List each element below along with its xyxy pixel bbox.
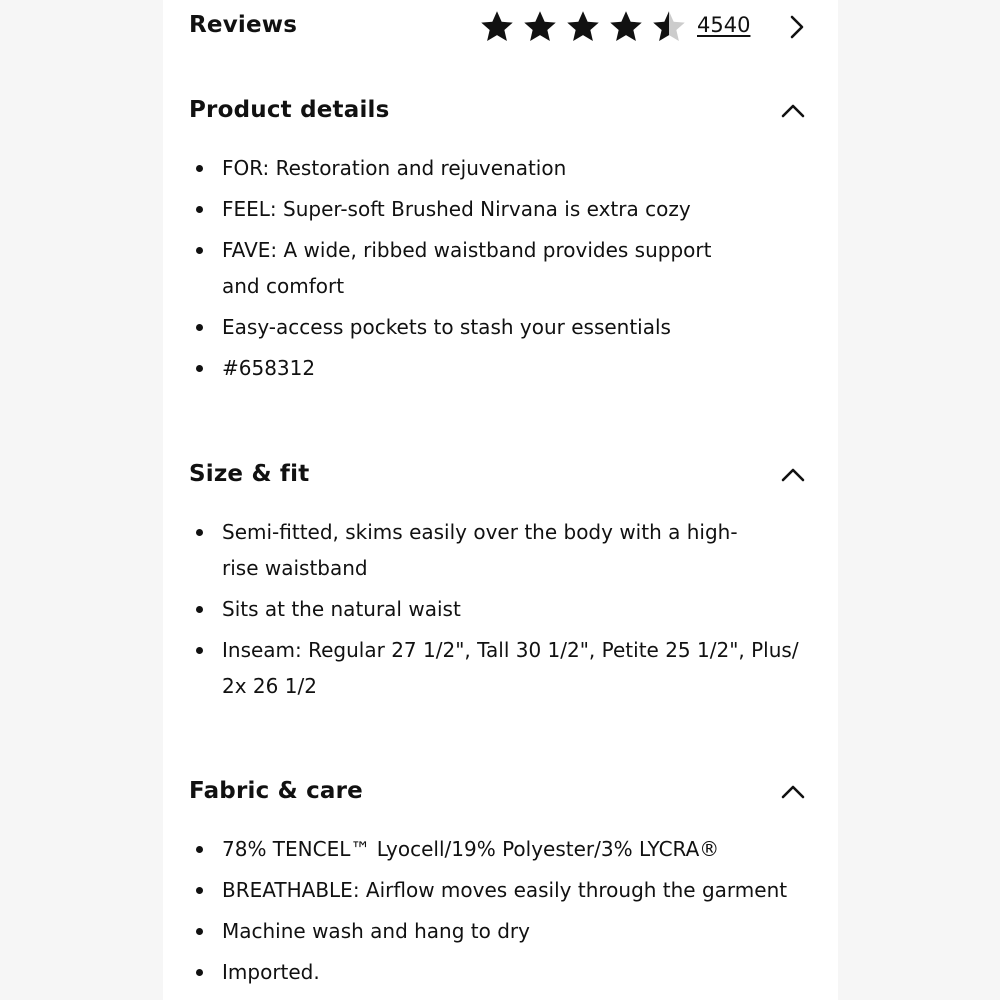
star-icon xyxy=(608,9,644,45)
section-title: Product details xyxy=(189,97,390,123)
list-item: Machine wash and hang to dry xyxy=(189,913,799,949)
list-item: #658312 xyxy=(189,350,799,386)
list-item: Sits at the natural waist xyxy=(189,591,799,627)
list-item: Semi-fitted, skims easily over the body with a high-rise waistband xyxy=(189,514,762,586)
list-item: FAVE: A wide, ribbed waistband provides support and comfort xyxy=(189,232,742,304)
list-item: Inseam: Regular 27 1/2", Tall 30 1/2", Petite 25 1/2", Plus/ 2x 26 1/2 xyxy=(189,632,812,704)
section-title: Size & fit xyxy=(189,461,310,487)
section-title: Fabric & care xyxy=(189,778,363,804)
size-fit-list xyxy=(189,514,799,709)
product-details-list xyxy=(189,150,799,391)
list-item: Imported. xyxy=(189,954,799,990)
list-item: FEEL: Super-soft Brushed Nirvana is extra cozy xyxy=(189,191,799,227)
reviews-row[interactable] xyxy=(189,0,814,56)
half-star-icon xyxy=(651,9,687,45)
star-icon xyxy=(522,9,558,45)
chevron-right-icon[interactable] xyxy=(785,14,809,40)
reviews-title: Reviews xyxy=(189,12,298,38)
section-header-size-fit[interactable] xyxy=(189,455,814,495)
chevron-up-icon[interactable] xyxy=(779,101,807,119)
star-icon xyxy=(565,9,601,45)
review-count-link[interactable]: 4540 xyxy=(697,13,751,37)
star-icon xyxy=(479,9,515,45)
list-item: FOR: Restoration and rejuvenation xyxy=(189,150,799,186)
list-item: 78% TENCEL™ Lyocell/19% Polyester/3% LYCRA® xyxy=(189,831,799,867)
chevron-up-icon[interactable] xyxy=(779,465,807,483)
fabric-care-list xyxy=(189,831,799,995)
list-item: Easy-access pockets to stash your essentials xyxy=(189,309,799,345)
list-item: BREATHABLE: Airflow moves easily through the garment xyxy=(189,872,799,908)
section-header-product-details[interactable] xyxy=(189,91,814,131)
section-header-fabric-care[interactable] xyxy=(189,772,814,812)
chevron-up-icon[interactable] xyxy=(779,782,807,800)
